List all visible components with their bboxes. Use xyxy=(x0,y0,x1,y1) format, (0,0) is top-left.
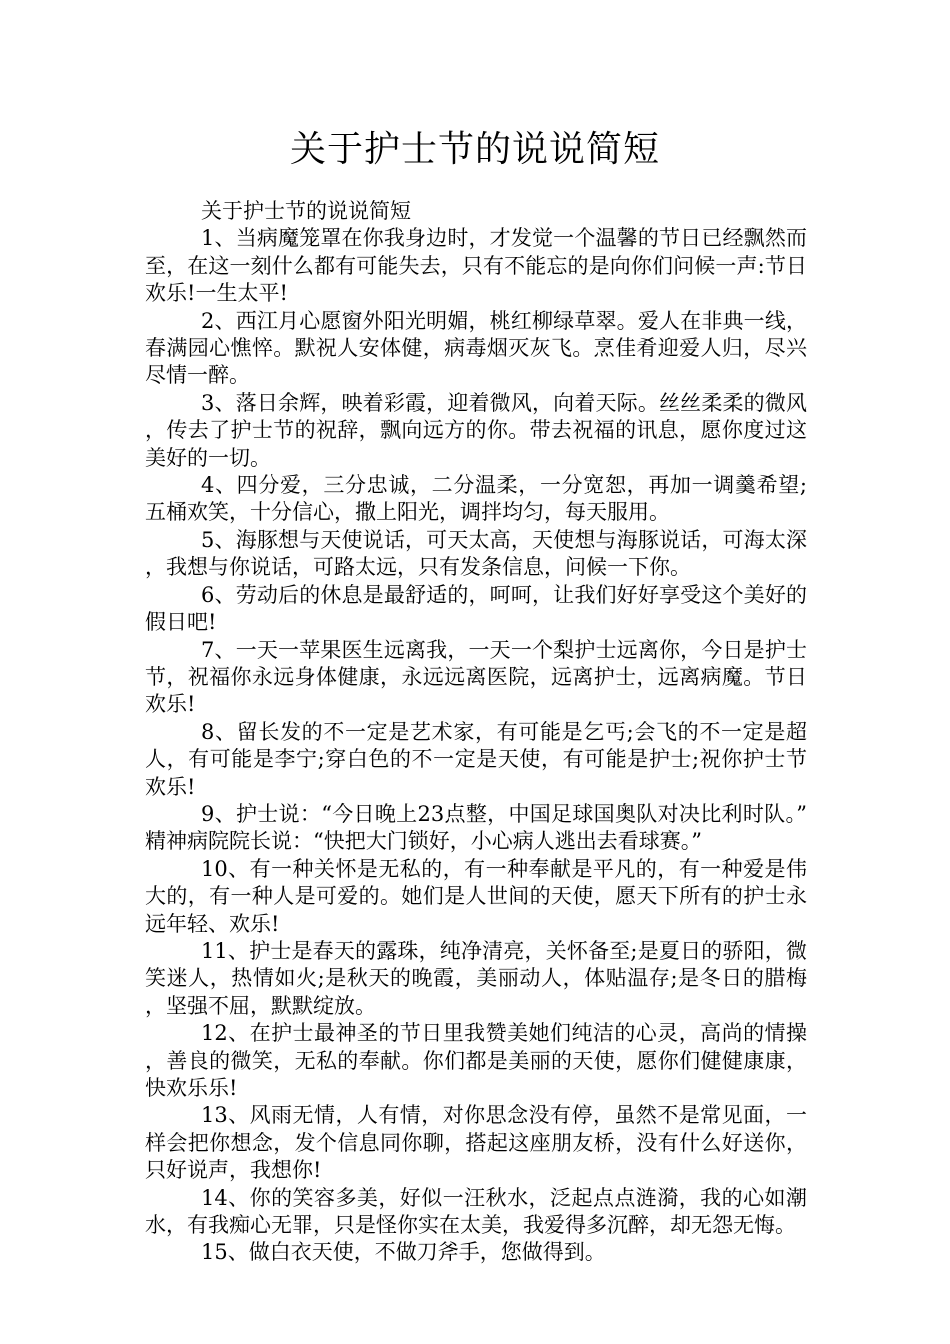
paragraph-7: 7、一天一苹果医生远离我，一天一个梨护士远离你，今日是护士节，祝福你永远身体健康，永远远离医院，远离护士，远离病魔。节日欢乐! xyxy=(145,637,807,717)
paragraph-13: 13、风雨无情，人有情，对你思念没有停，虽然不是常见面，一样会把你想念，发个信息同你聊，搭起这座朋友桥，没有什么好送你，只好说声，我想你! xyxy=(145,1103,807,1183)
paragraph-8: 8、留长发的不一定是艺术家，有可能是乞丐;会飞的不一定是超人，有可能是李宁;穿白色的不一定是天使，有可能是护士;祝你护士节欢乐! xyxy=(145,719,807,799)
paragraph-3: 3、落日余辉，映着彩霞，迎着微风，向着天际。丝丝柔柔的微风，传去了护士节的祝辞，飘向远方的你。带去祝福的讯息，愿你度过这美好的一切。 xyxy=(145,390,807,470)
paragraph-2: 2、西江月心愿窗外阳光明媚，桃红柳绿草翠。爱人在非典一线，春满园心憔悴。默祝人安体健，病毒烟灭灰飞。烹佳肴迎爱人归，尽兴尽情一醉。 xyxy=(145,308,807,388)
document-title: 关于护士节的说说简短 xyxy=(289,129,660,170)
paragraph-5: 5、海豚想与天使说话，可天太高，天使想与海豚说话，可海太深，我想与你说话，可路太远，只有发条信息，问候一下你。 xyxy=(145,527,807,580)
paragraph-9: 9、护士说：“今日晚上23点整，中国足球国奥队对决比利时队。”精神病院院长说：“快把大门锁好，小心病人逃出去看球赛。” xyxy=(145,801,807,854)
paragraph-4: 4、四分爱，三分忠诚，二分温柔，一分宽恕，再加一调羹希望;五桶欢笑，十分信心，撒上阳光，调拌均匀，每天服用。 xyxy=(145,473,807,525)
paragraph-11: 11、护士是春天的露珠，纯净清亮，关怀备至;是夏日的骄阳，微笑迷人，热情如火;是秋天的晚霞，美丽动人，体贴温存;是冬日的腊梅，坚强不屈，默默绽放。 xyxy=(145,938,807,1018)
paragraph-15: 15、做白衣天使，不做刀斧手，您做得到。 xyxy=(201,1240,606,1265)
paragraph-10: 10、有一种关怀是无私的，有一种奉献是平凡的，有一种爱是伟大的，有一种人是可爱的。她们是人世间的天使，愿天下所有的护士永远年轻、欢乐! xyxy=(145,856,807,936)
paragraph-6: 6、劳动后的休息是最舒适的，呵呵，让我们好好享受这个美好的假日吧! xyxy=(145,582,807,635)
paragraph-heading: 关于护士节的说说简短 xyxy=(201,199,411,223)
paragraph-12: 12、在护士最神圣的节日里我赞美她们纯洁的心灵，高尚的情操，善良的微笑，无私的奉献。你们都是美丽的天使，愿你们健健康康，快欢乐乐! xyxy=(145,1021,807,1100)
paragraph-1: 1、当病魔笼罩在你我身边时，才发觉一个温馨的节日已经飘然而至，在这一刻什么都有可能失去，只有不能忘的是向你们问候一声:节日欢乐!一生太平! xyxy=(145,226,807,306)
document-body xyxy=(145,198,807,1267)
paragraph-14: 14、你的笑容多美，好似一汪秋水，泛起点点涟漪，我的心如潮水，有我痴心无罪，只是怪你实在太美，我爱得多沉醉，却无怨无悔。 xyxy=(145,1185,807,1238)
